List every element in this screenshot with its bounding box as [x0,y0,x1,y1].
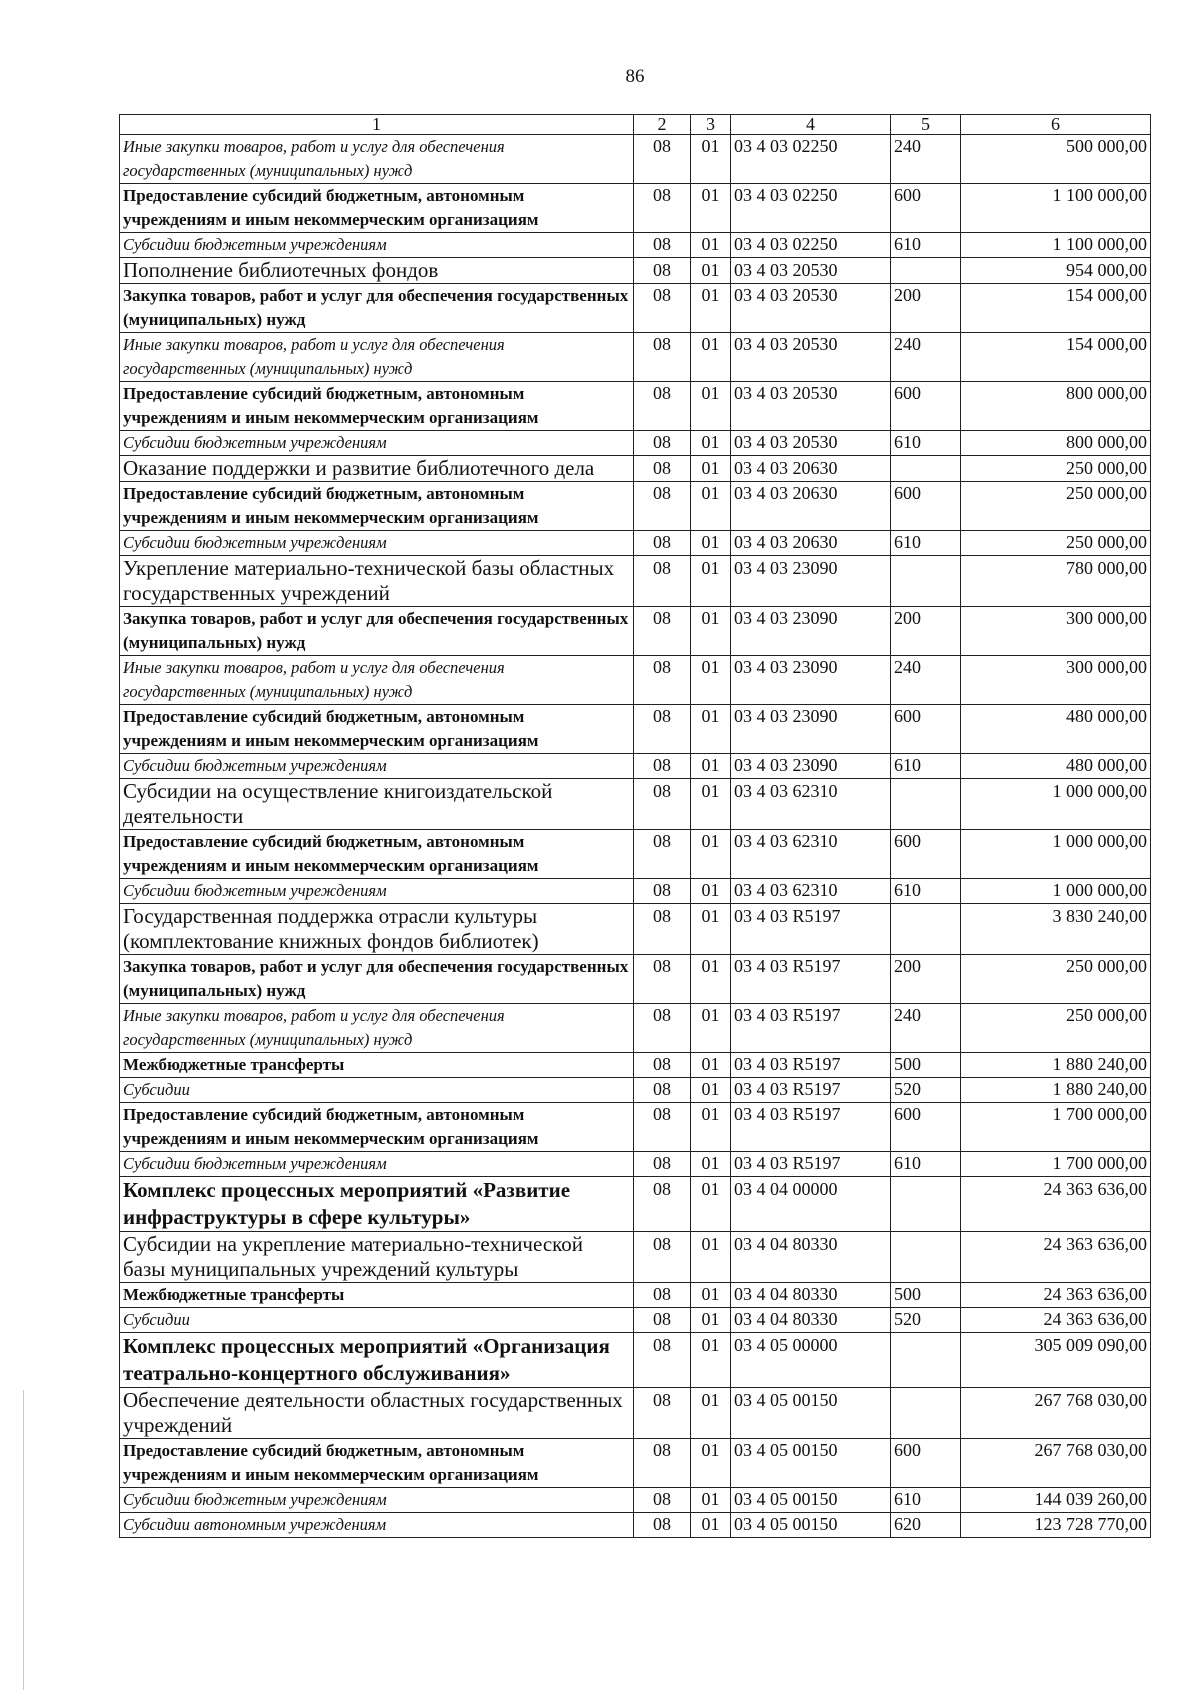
subsection-code-cell: 01 [691,955,731,1004]
budget-table [119,114,1151,1538]
header-cell-1: 1 [120,115,634,135]
row-name-cell: Субсидии бюджетным учреждениям [120,431,634,456]
table-header-row [120,115,1151,135]
amount-cell: 1 100 000,00 [961,233,1151,258]
target-article-code-cell: 03 4 04 80330 [731,1283,891,1308]
section-code-cell: 08 [634,1308,691,1333]
expense-type-code-cell: 610 [891,431,961,456]
expense-type-code-cell [891,779,961,830]
expense-type-code-cell [891,456,961,482]
target-article-code-cell: 03 4 03 02250 [731,233,891,258]
section-code-cell: 08 [634,607,691,656]
amount-cell: 154 000,00 [961,284,1151,333]
target-article-code-cell: 03 4 03 23090 [731,607,891,656]
subsection-code-cell: 01 [691,233,731,258]
row-name-cell: Пополнение библиотечных фондов [120,258,634,284]
scan-margin-line [23,1390,24,1690]
table-row [120,904,1151,955]
table-row [120,1004,1151,1053]
subsection-code-cell: 01 [691,382,731,431]
section-code-cell: 08 [634,955,691,1004]
expense-type-code-cell [891,1333,961,1388]
table-row [120,284,1151,333]
section-code-cell: 08 [634,754,691,779]
row-name-cell: Предоставление субсидий бюджетным, автономным учреждениям и иным некоммерческим организациям [120,482,634,531]
table-row [120,1333,1151,1388]
table-row [120,955,1151,1004]
row-name-cell: Закупка товаров, работ и услуг для обеспечения государственных (муниципальных) нужд [120,607,634,656]
table-row [120,135,1151,184]
amount-cell: 250 000,00 [961,482,1151,531]
subsection-code-cell: 01 [691,258,731,284]
section-code-cell: 08 [634,431,691,456]
subsection-code-cell: 01 [691,1232,731,1283]
table-row [120,879,1151,904]
amount-cell: 250 000,00 [961,531,1151,556]
expense-type-code-cell: 600 [891,705,961,754]
table-row [120,184,1151,233]
table-row [120,656,1151,705]
section-code-cell: 08 [634,1078,691,1103]
section-code-cell: 08 [634,258,691,284]
target-article-code-cell: 03 4 03 62310 [731,830,891,879]
section-code-cell: 08 [634,333,691,382]
row-name-cell: Субсидии бюджетным учреждениям [120,1488,634,1513]
row-name-cell: Межбюджетные трансферты [120,1283,634,1308]
target-article-code-cell: 03 4 03 20530 [731,382,891,431]
row-name-cell: Межбюджетные трансферты [120,1053,634,1078]
target-article-code-cell: 03 4 05 00150 [731,1488,891,1513]
expense-type-code-cell: 600 [891,184,961,233]
header-cell-5: 5 [891,115,961,135]
expense-type-code-cell: 200 [891,955,961,1004]
expense-type-code-cell: 610 [891,1488,961,1513]
subsection-code-cell: 01 [691,830,731,879]
table-row [120,456,1151,482]
row-name-cell: Обеспечение деятельности областных государственных учреждений [120,1388,634,1439]
subsection-code-cell: 01 [691,431,731,456]
section-code-cell: 08 [634,1053,691,1078]
table-row [120,1177,1151,1232]
expense-type-code-cell [891,556,961,607]
expense-type-code-cell: 610 [891,879,961,904]
expense-type-code-cell: 500 [891,1053,961,1078]
target-article-code-cell: 03 4 03 20530 [731,258,891,284]
subsection-code-cell: 01 [691,531,731,556]
target-article-code-cell: 03 4 03 R5197 [731,1103,891,1152]
section-code-cell: 08 [634,456,691,482]
subsection-code-cell: 01 [691,656,731,705]
header-cell-3: 3 [691,115,731,135]
section-code-cell: 08 [634,1439,691,1488]
header-cell-6: 6 [961,115,1151,135]
target-article-code-cell: 03 4 03 R5197 [731,1004,891,1053]
table-row [120,1488,1151,1513]
amount-cell: 250 000,00 [961,955,1151,1004]
amount-cell: 144 039 260,00 [961,1488,1151,1513]
amount-cell: 24 363 636,00 [961,1177,1151,1232]
table-row [120,1103,1151,1152]
row-name-cell: Укрепление материально-технической базы областных государственных учреждений [120,556,634,607]
expense-type-code-cell: 200 [891,284,961,333]
expense-type-code-cell: 240 [891,1004,961,1053]
expense-type-code-cell [891,1232,961,1283]
subsection-code-cell: 01 [691,1333,731,1388]
amount-cell: 24 363 636,00 [961,1308,1151,1333]
expense-type-code-cell: 200 [891,607,961,656]
page-number: 86 [625,66,645,87]
target-article-code-cell: 03 4 03 62310 [731,879,891,904]
subsection-code-cell: 01 [691,1513,731,1538]
amount-cell: 1 700 000,00 [961,1152,1151,1177]
section-code-cell: 08 [634,779,691,830]
section-code-cell: 08 [634,1283,691,1308]
section-code-cell: 08 [634,1232,691,1283]
row-name-cell: Закупка товаров, работ и услуг для обеспечения государственных (муниципальных) нужд [120,284,634,333]
subsection-code-cell: 01 [691,135,731,184]
target-article-code-cell: 03 4 03 R5197 [731,1152,891,1177]
subsection-code-cell: 01 [691,482,731,531]
row-name-cell: Субсидии [120,1078,634,1103]
subsection-code-cell: 01 [691,1177,731,1232]
amount-cell: 480 000,00 [961,705,1151,754]
row-name-cell: Предоставление субсидий бюджетным, автономным учреждениям и иным некоммерческим организациям [120,705,634,754]
target-article-code-cell: 03 4 03 20530 [731,431,891,456]
subsection-code-cell: 01 [691,1283,731,1308]
amount-cell: 250 000,00 [961,456,1151,482]
expense-type-code-cell: 600 [891,1439,961,1488]
target-article-code-cell: 03 4 03 23090 [731,705,891,754]
amount-cell: 1 700 000,00 [961,1103,1151,1152]
subsection-code-cell: 01 [691,1439,731,1488]
row-name-cell: Предоставление субсидий бюджетным, автономным учреждениям и иным некоммерческим организациям [120,1103,634,1152]
expense-type-code-cell: 610 [891,233,961,258]
table-row [120,779,1151,830]
target-article-code-cell: 03 4 03 R5197 [731,955,891,1004]
amount-cell: 24 363 636,00 [961,1283,1151,1308]
section-code-cell: 08 [634,1004,691,1053]
table-row [120,830,1151,879]
target-article-code-cell: 03 4 04 80330 [731,1232,891,1283]
amount-cell: 480 000,00 [961,754,1151,779]
section-code-cell: 08 [634,1388,691,1439]
expense-type-code-cell: 240 [891,333,961,382]
table-row [120,333,1151,382]
table-row [120,1388,1151,1439]
row-name-cell: Государственная поддержка отрасли культуры (комплектование книжных фондов библиотек) [120,904,634,955]
table-row [120,382,1151,431]
section-code-cell: 08 [634,233,691,258]
amount-cell: 154 000,00 [961,333,1151,382]
expense-type-code-cell: 610 [891,754,961,779]
section-code-cell: 08 [634,382,691,431]
target-article-code-cell: 03 4 03 R5197 [731,1078,891,1103]
target-article-code-cell: 03 4 03 20630 [731,531,891,556]
target-article-code-cell: 03 4 03 02250 [731,135,891,184]
row-name-cell: Субсидии бюджетным учреждениям [120,754,634,779]
row-name-cell: Предоставление субсидий бюджетным, автономным учреждениям и иным некоммерческим организациям [120,382,634,431]
subsection-code-cell: 01 [691,333,731,382]
section-code-cell: 08 [634,1513,691,1538]
row-name-cell: Субсидии на укрепление материально-технической базы муниципальных учреждений культуры [120,1232,634,1283]
target-article-code-cell: 03 4 03 23090 [731,754,891,779]
target-article-code-cell: 03 4 03 23090 [731,556,891,607]
subsection-code-cell: 01 [691,705,731,754]
amount-cell: 300 000,00 [961,656,1151,705]
amount-cell: 1 880 240,00 [961,1053,1151,1078]
expense-type-code-cell [891,258,961,284]
table-row [120,1439,1151,1488]
subsection-code-cell: 01 [691,184,731,233]
target-article-code-cell: 03 4 03 R5197 [731,1053,891,1078]
section-code-cell: 08 [634,1488,691,1513]
row-name-cell: Субсидии автономным учреждениям [120,1513,634,1538]
expense-type-code-cell: 610 [891,531,961,556]
expense-type-code-cell: 610 [891,1152,961,1177]
section-code-cell: 08 [634,656,691,705]
section-code-cell: 08 [634,482,691,531]
expense-type-code-cell: 240 [891,135,961,184]
expense-type-code-cell: 520 [891,1078,961,1103]
target-article-code-cell: 03 4 03 02250 [731,184,891,233]
subsection-code-cell: 01 [691,904,731,955]
expense-type-code-cell: 600 [891,382,961,431]
table-row [120,556,1151,607]
table-row [120,1308,1151,1333]
section-code-cell: 08 [634,1177,691,1232]
subsection-code-cell: 01 [691,1388,731,1439]
target-article-code-cell: 03 4 04 80330 [731,1308,891,1333]
amount-cell: 1 000 000,00 [961,879,1151,904]
table-row [120,233,1151,258]
subsection-code-cell: 01 [691,607,731,656]
amount-cell: 267 768 030,00 [961,1439,1151,1488]
amount-cell: 250 000,00 [961,1004,1151,1053]
target-article-code-cell: 03 4 05 00150 [731,1513,891,1538]
table-row [120,482,1151,531]
row-name-cell: Иные закупки товаров, работ и услуг для обеспечения государственных (муниципальных) нужд [120,135,634,184]
row-name-cell: Предоставление субсидий бюджетным, автономным учреждениям и иным некоммерческим организациям [120,1439,634,1488]
amount-cell: 267 768 030,00 [961,1388,1151,1439]
row-name-cell: Субсидии бюджетным учреждениям [120,1152,634,1177]
section-code-cell: 08 [634,531,691,556]
amount-cell: 1 880 240,00 [961,1078,1151,1103]
amount-cell: 1 100 000,00 [961,184,1151,233]
subsection-code-cell: 01 [691,1488,731,1513]
section-code-cell: 08 [634,556,691,607]
amount-cell: 300 000,00 [961,607,1151,656]
table-row [120,1053,1151,1078]
amount-cell: 800 000,00 [961,431,1151,456]
table-row [120,1152,1151,1177]
row-name-cell: Иные закупки товаров, работ и услуг для обеспечения государственных (муниципальных) нужд [120,333,634,382]
header-cell-2: 2 [634,115,691,135]
table-row [120,258,1151,284]
target-article-code-cell: 03 4 05 00150 [731,1439,891,1488]
amount-cell: 500 000,00 [961,135,1151,184]
row-name-cell: Предоставление субсидий бюджетным, автономным учреждениям и иным некоммерческим организациям [120,830,634,879]
row-name-cell: Комплекс процессных мероприятий «Организация театрально-концертного обслуживания» [120,1333,634,1388]
subsection-code-cell: 01 [691,1053,731,1078]
amount-cell: 24 363 636,00 [961,1232,1151,1283]
section-code-cell: 08 [634,705,691,754]
table-row [120,607,1151,656]
table-row [120,431,1151,456]
expense-type-code-cell [891,904,961,955]
expense-type-code-cell: 500 [891,1283,961,1308]
target-article-code-cell: 03 4 03 20630 [731,456,891,482]
table-row [120,705,1151,754]
section-code-cell: 08 [634,830,691,879]
row-name-cell: Субсидии бюджетным учреждениям [120,233,634,258]
amount-cell: 3 830 240,00 [961,904,1151,955]
expense-type-code-cell: 620 [891,1513,961,1538]
amount-cell: 780 000,00 [961,556,1151,607]
subsection-code-cell: 01 [691,779,731,830]
row-name-cell: Комплекс процессных мероприятий «Развитие инфраструктуры в сфере культуры» [120,1177,634,1232]
expense-type-code-cell [891,1177,961,1232]
subsection-code-cell: 01 [691,456,731,482]
amount-cell: 800 000,00 [961,382,1151,431]
table-row [120,754,1151,779]
table-body [120,135,1151,1538]
amount-cell: 305 009 090,00 [961,1333,1151,1388]
target-article-code-cell: 03 4 03 20530 [731,284,891,333]
expense-type-code-cell: 520 [891,1308,961,1333]
row-name-cell: Субсидии бюджетным учреждениям [120,531,634,556]
target-article-code-cell: 03 4 03 62310 [731,779,891,830]
section-code-cell: 08 [634,135,691,184]
table-row [120,1232,1151,1283]
section-code-cell: 08 [634,1103,691,1152]
expense-type-code-cell: 600 [891,830,961,879]
expense-type-code-cell: 600 [891,482,961,531]
target-article-code-cell: 03 4 03 20630 [731,482,891,531]
row-name-cell: Иные закупки товаров, работ и услуг для обеспечения государственных (муниципальных) нужд [120,1004,634,1053]
target-article-code-cell: 03 4 05 00000 [731,1333,891,1388]
target-article-code-cell: 03 4 03 R5197 [731,904,891,955]
expense-type-code-cell: 600 [891,1103,961,1152]
table-row [120,1513,1151,1538]
table-row [120,1283,1151,1308]
subsection-code-cell: 01 [691,1152,731,1177]
amount-cell: 123 728 770,00 [961,1513,1151,1538]
expense-type-code-cell [891,1388,961,1439]
subsection-code-cell: 01 [691,754,731,779]
row-name-cell: Оказание поддержки и развитие библиотечного дела [120,456,634,482]
row-name-cell: Иные закупки товаров, работ и услуг для обеспечения государственных (муниципальных) нужд [120,656,634,705]
section-code-cell: 08 [634,879,691,904]
target-article-code-cell: 03 4 05 00150 [731,1388,891,1439]
subsection-code-cell: 01 [691,1078,731,1103]
subsection-code-cell: 01 [691,1103,731,1152]
row-name-cell: Предоставление субсидий бюджетным, автономным учреждениям и иным некоммерческим организациям [120,184,634,233]
target-article-code-cell: 03 4 04 00000 [731,1177,891,1232]
table-row [120,1078,1151,1103]
amount-cell: 954 000,00 [961,258,1151,284]
row-name-cell: Субсидии на осуществление книгоиздательской деятельности [120,779,634,830]
section-code-cell: 08 [634,184,691,233]
target-article-code-cell: 03 4 03 23090 [731,656,891,705]
subsection-code-cell: 01 [691,1004,731,1053]
target-article-code-cell: 03 4 03 20530 [731,333,891,382]
subsection-code-cell: 01 [691,556,731,607]
amount-cell: 1 000 000,00 [961,830,1151,879]
section-code-cell: 08 [634,1333,691,1388]
table-row [120,531,1151,556]
row-name-cell: Субсидии бюджетным учреждениям [120,879,634,904]
row-name-cell: Субсидии [120,1308,634,1333]
subsection-code-cell: 01 [691,879,731,904]
subsection-code-cell: 01 [691,284,731,333]
expense-type-code-cell: 240 [891,656,961,705]
section-code-cell: 08 [634,904,691,955]
row-name-cell: Закупка товаров, работ и услуг для обеспечения государственных (муниципальных) нужд [120,955,634,1004]
amount-cell: 1 000 000,00 [961,779,1151,830]
subsection-code-cell: 01 [691,1308,731,1333]
section-code-cell: 08 [634,1152,691,1177]
header-cell-4: 4 [731,115,891,135]
section-code-cell: 08 [634,284,691,333]
